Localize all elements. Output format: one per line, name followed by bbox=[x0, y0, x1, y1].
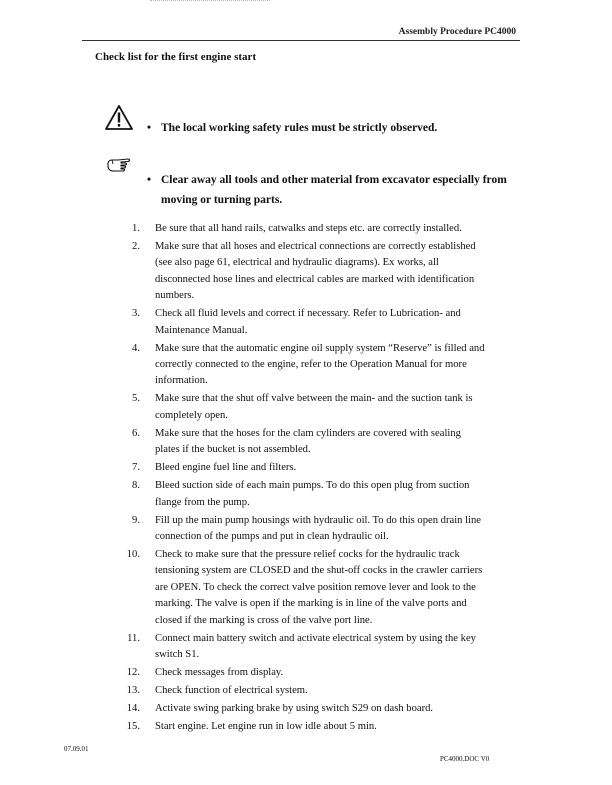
checklist-step bbox=[112, 221, 487, 237]
bullet-dot-icon: • bbox=[147, 122, 152, 134]
step-number: 11. bbox=[127, 632, 140, 644]
checklist-step bbox=[112, 665, 487, 681]
step-number: 13. bbox=[126, 685, 140, 697]
safety-bullet-2 bbox=[147, 170, 507, 210]
step-text: Check messages from display. bbox=[155, 667, 284, 679]
pointing-hand-icon bbox=[106, 156, 134, 174]
step-number: 1. bbox=[132, 223, 140, 234]
step-number: 2. bbox=[132, 241, 140, 252]
checklist-step bbox=[112, 239, 487, 305]
step-text: Fill up the main pump housings with hydraulic oil. To do this open drain line connection of the pumps and put in clean hydraulic oil. bbox=[155, 514, 481, 543]
safety-bullet-1 bbox=[147, 118, 507, 138]
bullet-text: The local working safety rules must be strictly observed. bbox=[161, 122, 438, 134]
footer-date: 07.09.01 bbox=[64, 745, 89, 753]
step-text: Make sure that the automatic engine oil supply system “Reserve” is filled and correctly connected to the engine, refer to the Operation Manual for more information. bbox=[155, 342, 485, 387]
checklist-step bbox=[112, 341, 487, 390]
step-number: 10. bbox=[126, 549, 140, 561]
step-number: 7. bbox=[132, 462, 140, 474]
step-number: 12. bbox=[126, 667, 140, 679]
checklist-step bbox=[112, 306, 487, 339]
footer-doc-id: PC4000.DOC V0 bbox=[440, 755, 490, 763]
step-number: 8. bbox=[132, 480, 140, 492]
step-text: Start engine. Let engine run in low idle about 5 min. bbox=[155, 721, 377, 733]
scan-artifact-line bbox=[150, 0, 270, 4]
step-text: Check to make sure that the pressure relief cocks for the hydraulic track tensioning system are CLOSED and the shut-off cocks in the crawler carriers are OPEN. To check the correct valve position remove lever and look to the marking. The valve is open if the marking is in line of the valve ports and closed if the marking is cross of the valve port line. bbox=[155, 549, 483, 626]
checklist-step bbox=[112, 426, 487, 459]
step-text: Bleed engine fuel line and filters. bbox=[155, 462, 297, 474]
checklist-step bbox=[112, 683, 487, 699]
bullet-text: Clear away all tools and other material from excavator especially from moving or turning parts. bbox=[161, 174, 507, 206]
bullet-dot-icon: • bbox=[147, 174, 152, 186]
checklist-steps bbox=[112, 221, 487, 737]
checklist-step bbox=[112, 391, 487, 424]
checklist-step bbox=[112, 513, 487, 546]
checklist-step bbox=[112, 478, 487, 511]
step-text: Activate swing parking brake by using switch S29 on dash board. bbox=[155, 703, 434, 715]
section-title: Check list for the first engine start bbox=[95, 51, 257, 63]
checklist-step bbox=[112, 701, 487, 717]
step-text: Make sure that the hoses for the clam cylinders are covered with sealing plates if the bucket is not assembled. bbox=[155, 427, 461, 456]
warning-triangle-icon bbox=[104, 104, 134, 131]
step-number: 15. bbox=[126, 721, 140, 733]
step-text: Connect main battery switch and activate electrical system by using the key switch S1. bbox=[155, 632, 476, 661]
step-text: Check function of electrical system. bbox=[155, 685, 308, 697]
header-rule bbox=[82, 40, 520, 41]
step-number: 5. bbox=[132, 393, 140, 405]
step-text: Bleed suction side of each main pumps. To do this open plug from suction flange from the pump. bbox=[155, 480, 470, 508]
checklist-step bbox=[112, 460, 487, 476]
step-text: Make sure that all hoses and electrical connections are correctly established (see also page 61, electrical and hydraulic diagrams). Ex works, all disconnected hose lines and electrical cables are marked with identification numbers. bbox=[155, 241, 476, 302]
step-number: 14. bbox=[126, 703, 140, 715]
checklist-step bbox=[112, 547, 487, 629]
checklist-step bbox=[112, 719, 487, 735]
step-number: 4. bbox=[132, 342, 140, 354]
step-number: 9. bbox=[132, 514, 140, 526]
header-title: Assembly Procedure PC4000 bbox=[398, 27, 516, 37]
step-text: Make sure that the shut off valve between the main- and the suction tank is completely open. bbox=[155, 393, 473, 421]
step-number: 3. bbox=[132, 308, 140, 320]
step-text: Be sure that all hand rails, catwalks and steps etc. are correctly installed. bbox=[155, 223, 462, 234]
step-number: 6. bbox=[132, 427, 140, 439]
checklist-step bbox=[112, 631, 487, 664]
step-text: Check all fluid levels and correct if necessary. Refer to Lubrication- and Maintenance Manual. bbox=[155, 308, 461, 336]
